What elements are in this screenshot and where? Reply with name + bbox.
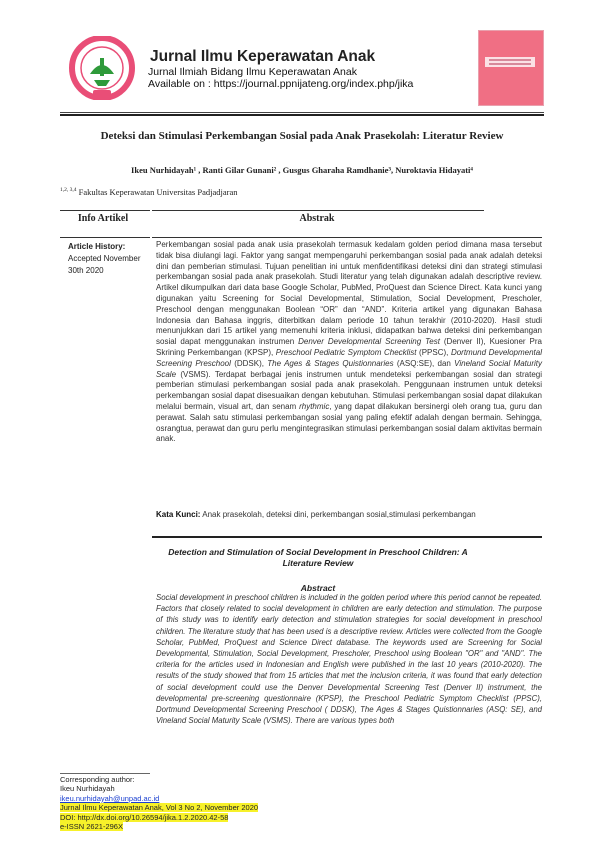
abstract-text-4: (DDSK), (230, 358, 268, 368)
abstract-italic-2: Preschool Pediatric Symptom Checklist (275, 347, 417, 357)
abstract-heading: Abstrak (299, 213, 335, 224)
corresponding-label: Corresponding author: (60, 775, 135, 784)
corresponding-email-link[interactable]: ikeu.nurhidayah@unpad.ac.id (60, 793, 160, 803)
citation-line: Jurnal Ilmu Keperawatan Anak, Vol 3 No 2, November 2020 (60, 803, 259, 813)
article-info (68, 241, 148, 277)
header-divider (60, 112, 544, 113)
footnote-rule (60, 773, 150, 774)
doi-line[interactable]: DOI: http://dx.doi.org/10.26594/jika.1.2.2020.42-58 (60, 812, 229, 822)
issn-line: e-ISSN 2621-296X (60, 822, 123, 832)
abstract-text-1: Perkembangan sosial pada anak usia prasekolah termasuk kedalam golden period dimana masa tersebut tidak bisa diulangi lagi. Faktor yang sangat mempengaruhi perkembangan sosial pada anak adalah deteksi dini dan pemberian stimulasi. Tujuan penelitian ini untuk menfidentifikasi deteksi dini dan strategi stimulasi perkembangan sosial pada anak prasekolah. Studi literatur yang telah digunakan adalah descriptive review. Artikel dikumpulkan dari data base Google Scholar, PubMed, ProQuest dan Science Direct. Kata kunci yang digunakan yaitu Screening for Social Developmental, Stimulation, Social Development, Prescholer, Preschool dengan menggunakan Boolean “OR” dan “AND”. Kriteria artikel yang digunakan Bahasa Indonesia dan Bahasa inggris, diterbitkan dalam periode 10 tahun terakhir (2010-2020). Hasil studi menunjukkan dari 15 artikel yang memenuhi kriteria inklusi, didapatkan bahwa deteksi dini perkembangan sosial dapat menggunakan instrumen (156, 240, 542, 347)
accepted-date: Accepted November 30th 2020 (68, 254, 141, 275)
abstract-body (156, 240, 542, 445)
paper-authors: Ikeu Nurhidayah¹ , Ranti Gilar Gunani² , Gusgus Gharaha Ramdhanie³, Nuroktavia Hidayati⁴ (131, 165, 473, 175)
abstract-top-rule (152, 210, 484, 211)
journal-subtitle: Jurnal Ilmiah Bidang Ilmu Keperawatan Anak (148, 66, 357, 78)
english-abstract-heading: Abstract (300, 583, 336, 593)
abstract-italic-3: Dortmund Developmental Screening Preschool (156, 347, 542, 368)
header-divider-thick (60, 114, 544, 116)
journal-url[interactable]: Available on : https://journal.ppnijateng.org/index.php/jika (148, 78, 414, 90)
english-divider (152, 536, 542, 538)
corresponding-name: Ikeu Nurhidayah (60, 784, 115, 794)
affiliation-numbers: 1,2, 3,4 (60, 187, 77, 194)
abstract-text-2: (Denver II), Kuesioner Pra Skrining Perkembangan (KPSP), (156, 337, 542, 357)
abstract-text-5: (ASQ:SE), dan (393, 358, 455, 368)
english-abstract-body: Social development in preschool children is included in the golden period where this period cannot be repeated. Factors that closely related to social development in children are early detection and stimulation. The purpose of this study was to identify early detection and stimulation strategies for social development in preschool children. The literature study that has been used is a descriptive review. Articles were collected from the Google Scholar, PubMed, ProQuest and Science Direct database. The keywords used are Screening for Social Developmental, Stimulation, Social Development, Prescholer, Preschool using Boolean "OR" and "AND". The criteria for the articles used in Indonesian and English were published in the last 10 years (2010-2020). The results of the study showed that from 15 articles that met the inclusion criteria, it was found that early detection of social development could use the Denver Developmental Screening Test (Denver II) instrument, the developmental pre-screening questionnaire (KPSP), the Preschool Pediatric Symptom Checklist (PPSC), Dortmund Developmental Screening Preschool ( DDSK), The Ages & Stages Quistionnaries (ASQ: SE), and Vineland Social Maturity Scale (VSMS). There are various types both (156, 593, 542, 726)
affiliation (60, 187, 237, 197)
corresponding-author (60, 775, 258, 831)
journal-name: Jurnal Ilmu Keperawatan Anak (150, 48, 376, 65)
ppni-logo-icon (60, 36, 144, 100)
abstract-italic-5: Vineland Social Maturity Scale (156, 358, 542, 379)
abstract-bottom-rule (152, 237, 542, 238)
keywords-text: Anak prasekolah, deteksi dini, perkembangan sosial,stimulasi perkembangan (200, 510, 476, 519)
journal-subtitle-block (148, 66, 413, 90)
affiliation-text: Fakultas Keperawatan Universitas Padjadjaran (78, 187, 238, 197)
abstract-italic-4: The Ages & Stages Quistionnaries (267, 358, 394, 368)
abstract-italic-1: Denver Developmental Screening Test (298, 337, 440, 347)
history-label: Article History: (68, 242, 126, 251)
info-bottom-rule (60, 237, 150, 238)
info-heading: Info Artikel (77, 213, 129, 224)
abstract-text-7: , yang dapat dilakukan bersinergi oleh orang tua, guru dan perawat. Salah satu stimulasi perkembangan sosial yang paling efektif adalah dengan bermain. Sehingga, osrangtua, perawat dan guru perlu mengintegrasikan stimulasi perkembangan sosial dalam aktivitas bermain anak. (156, 401, 543, 444)
paper-title: Deteksi dan Stimulasi Perkembangan Sosial pada Anak Prasekolah: Literatur Review (100, 130, 504, 142)
keywords (156, 510, 542, 519)
english-title: Detection and Stimulation of Social Development in Preschool Children: A Literature Review (168, 547, 468, 568)
abstract-text-6: (VSMS). Terdapat berbagai jenis instrumen untuk mendeteksi perkembangan sosial dan strategi pemberian stimulasi perkembangan sosial pada anak prasekolah. Penggunaan instrumen untuk deteksi perkembangan sosial dapat disesuaikan dengan kebutuhan. Stimulasi perkembangan sosial dapat dilakukan melalui bermain, visual art, dan senam (156, 369, 542, 411)
abstract-italic-6: rhythmic (299, 401, 330, 411)
info-top-rule (60, 210, 150, 211)
keywords-label: Kata Kunci: (156, 510, 201, 519)
abstract-text-3: (PPSC), (416, 347, 451, 357)
journal-cover-thumbnail (478, 30, 544, 106)
